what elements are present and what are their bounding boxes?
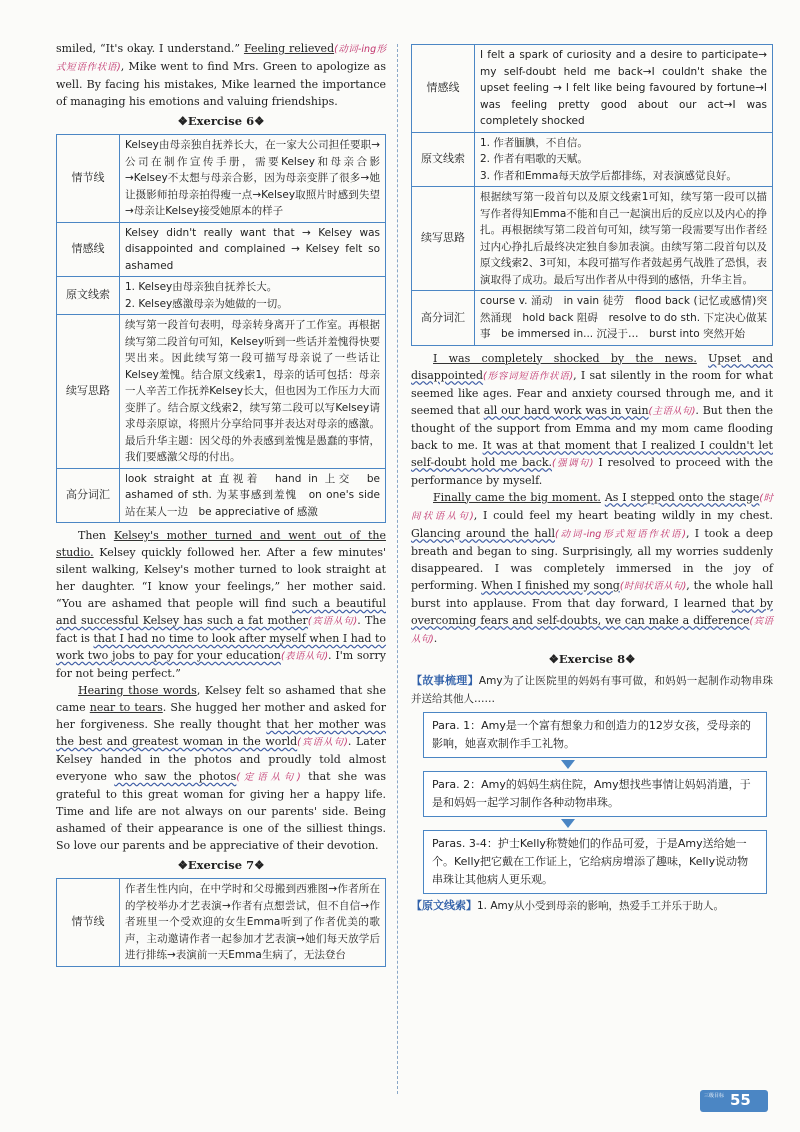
table-row	[412, 291, 773, 346]
story-paragraph-3: I was completely shocked by the news. Upset and disappointed(形容词短语作状语), I sat silently in the room for what seemed like ages. Fear and anxiety coursed through me, and it seemed that all our hard work was in vain(主语从句). But then the thought of the support from Emma and my mom came flooding back to me. It was at that moment that I realized I couldn't let self-doubt hold me back.(强调句) I resolved to proceed with the performance by myself.	[411, 351, 773, 487]
table-row	[57, 222, 386, 277]
row-content: Kelsey由母亲独自抚养长大，在一家大公司担任要职→公司在制作宣传手册，需要Kelsey和母亲合影→Kelsey不太想与母亲合影，因为母亲变胖了很多→她让摄影师拍母亲拍得瘦一点→Kelsey取照片时感到失望→母亲让Kelsey接受她原本的样子	[120, 135, 386, 223]
row-label: 原文线索	[57, 277, 120, 315]
story-summary-text: Amy为了让医院里的妈妈有事可做，和妈妈一起制作动物串珠并送给其他人……	[411, 674, 774, 705]
row-label: 情节线	[57, 135, 120, 223]
story-paragraph-2: Hearing those words, Kelsey felt so ashamed that she came near to tears. She hugged her mother and asked for her forgiveness. She really thought that her mother was the best and greatest woman in the world(宾语从句). Later Kelsey handed in the photos and proudly told almost everyone who saw the photos(定语从句) that she was grateful to this great woman for giving her a happy life. Time and life are not always on our parents' side. Being ashamed of their appearance is one of the silliest things. So love our parents and be appreciative of their devotion.	[56, 684, 387, 852]
story-paragraph-4: Finally came the big moment. As I stepped onto the stage(时间状语从句), I could feel my heart beating wildly in my chest. Glancing around the hall(动词-ing形式短语作状语), I took a deep breath and began to sing. Surprisingly, all my worries suddenly disappeared. I was completely immersed in the joy of performing. When I finished my song(时间状语从句), the whole hall burst into applause. From that day forward, I learned that by overcoming fears and self-doubts, we can make a difference(宾语从句).	[411, 490, 773, 645]
story-summary	[411, 672, 773, 708]
row-label: 高分词汇	[57, 468, 120, 523]
row-content: 作者生性内向，在中学时和父母搬到西雅图→作者所在的学校举办才艺表演→作者有点想尝试，但不自信→作者班里一个受欢迎的女生Emma听到了作者优美的歌声，主动邀请作者一起参加才艺表演→她们每天放学后进行排练→表演前一天Emma生病了，无法登台	[120, 879, 386, 967]
row-content: course v. 涌动 in vain 徒劳 flood back (记忆或感情)突然涌现 hold back 阻碍 resolve to do sth. 下定决心做某事 be immersed in... 沉浸于… burst into 突然开始	[475, 291, 773, 346]
table-row	[412, 187, 773, 291]
top-paragraph: smiled, “It's okay. I understand.” Feeling relieved(动词-ing形式短语作状语), Mike went to find Mrs. Green to apologize as well. By facing his mistakes, Mike learned the importance of managing his emotions and valuing friendships.	[56, 42, 387, 108]
arrow-down-icon	[561, 760, 575, 769]
table-row	[412, 132, 773, 187]
exercise-7-title: ❖Exercise 7❖	[177, 858, 265, 872]
row-label: 高分词汇	[412, 291, 475, 346]
left-column	[56, 40, 386, 971]
table-row	[57, 879, 386, 967]
row-label: 原文线索	[412, 132, 475, 187]
row-content: 1. 作者腼腆，不自信。 2. 作者有唱歌的天赋。 3. 作者和Emma每天放学后都排练，对表演感觉良好。	[475, 132, 773, 187]
table-row	[57, 315, 386, 469]
story-paragraph-1: Then Kelsey's mother turned and went out of the studio. Kelsey quickly followed her. After a few minutes' silent walking, Kelsey's mother turned to look straight at her daughter. “I know your feelings,” her mother said. “You are ashamed that people will find such a beautiful and successful Kelsey has such a fat mother(宾语从句). The fact is that I had no time to look after myself when I had to work two jobs to pay for your education(表语从句). I'm sorry for not being perfect.”	[56, 529, 387, 680]
table-row	[57, 277, 386, 315]
original-clue	[411, 897, 773, 915]
original-clue-label: 【原文线索】	[411, 898, 477, 912]
row-content: I felt a spark of curiosity and a desire to participate→ my self-doubt held me back→I couldn't shake the upset feeling → I felt like being favoured by fortune→I was feeling pretty good about our act→I was completely shocked	[475, 45, 773, 133]
row-label: 情感线	[412, 45, 475, 133]
row-label: 续写思路	[57, 315, 120, 469]
exercise-7-table-part1	[56, 878, 386, 967]
column-divider	[397, 44, 398, 1094]
row-content: 根据续写第一段首句以及原文线索1可知，续写第一段可以描写作者得知Emma不能和自己一起演出后的反应以及内心的挣扎。再根据续写第二段首句可知，续写第一段需要写出作者经过内心挣扎后最终决定独自参加表演。由续写第二段首句以及原文线索2、3可知，本段可描写作者鼓起勇气战胜了恐惧，表演取得了成功。最后写出作者从中得到的感悟，升华主旨。	[475, 187, 773, 291]
exercise-8-title: ❖Exercise 8❖	[548, 651, 636, 666]
row-label: 续写思路	[412, 187, 475, 291]
badge-caption: 三级目标	[704, 1093, 725, 1099]
paragraph-flow	[411, 712, 773, 894]
original-clue-text: 1. Amy从小受到母亲的影响，热爱手工并乐于助人。	[477, 899, 724, 912]
table-row	[57, 135, 386, 223]
row-content: Kelsey didn't really want that → Kelsey was disappointed and complained → Kelsey felt so ashamed	[120, 222, 386, 277]
row-label: 情节线	[57, 879, 120, 967]
exercise-6-title: ❖Exercise 6❖	[177, 114, 265, 128]
page-number: 55	[730, 1091, 751, 1109]
exercise-6-table	[56, 134, 386, 523]
para-box-1: Para. 1：Amy是一个富有想象力和创造力的12岁女孩，受母亲的影响，她喜欢制作手工礼物。	[423, 712, 767, 758]
exercise-7-table-part2	[411, 44, 773, 346]
page-number-badge	[700, 1090, 768, 1112]
row-label: 情感线	[57, 222, 120, 277]
para-box-2: Para. 2：Amy的妈妈生病住院，Amy想找些事情让妈妈消遣，于是和妈妈一起学习制作各种动物串珠。	[423, 771, 767, 817]
row-content: look straight at 直视着 hand in 上交 be ashamed of sth. 为某事感到羞愧 on one's side 站在某人一边 be appreciative of 感激	[120, 468, 386, 523]
row-content: 续写第一段首句表明，母亲转身离开了工作室。再根据续写第二段首句可知，Kelsey听到一些话并羞愧得快要哭出来。因此续写第一段可描写母亲说了一些话让Kelsey羞愧。结合原文线索1，母亲的话可包括：母亲一人辛苦工作抚养Kelsey长大，但也因为工作压力大而变胖了。结合原文线索2，续写第二段可以写Kelsey请求母亲原谅，将照片分享给同事并表达对母亲的感激。最后升华主题：因父母的外表感到羞愧是愚蠢的事情，我们要感激父母的付出。	[120, 315, 386, 469]
table-row	[57, 468, 386, 523]
right-column	[411, 44, 773, 915]
story-summary-label: 【故事梳理】	[411, 673, 479, 687]
table-row	[412, 45, 773, 133]
row-content: 1. Kelsey由母亲独自抚养长大。 2. Kelsey感激母亲为她做的一切。	[120, 277, 386, 315]
para-box-3: Paras. 3-4：护士Kelly称赞她们的作品可爱，于是Amy送给她一个。Kelly把它戴在工作证上，它给病房增添了趣味，Kelly说动物串珠让其他病人更乐观。	[423, 830, 767, 894]
arrow-down-icon	[561, 819, 575, 828]
